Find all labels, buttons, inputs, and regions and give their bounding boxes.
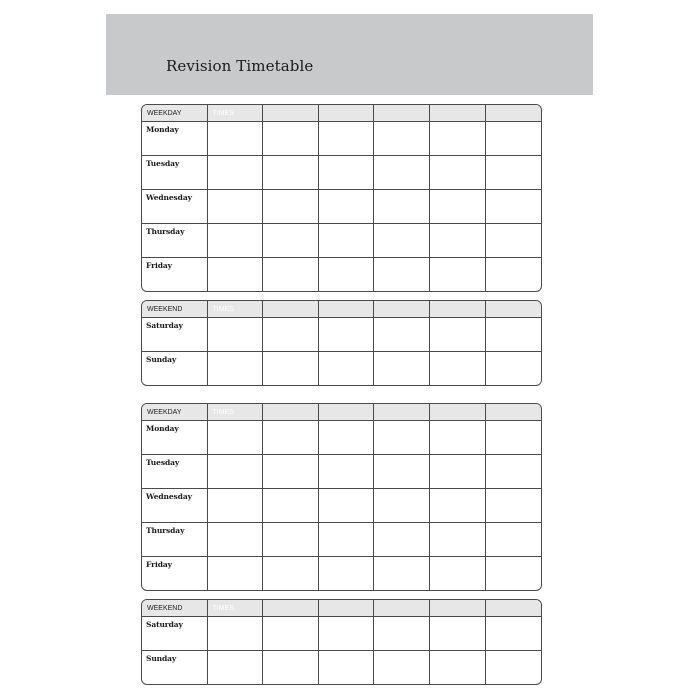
time-cell: [374, 617, 430, 651]
time-slot-header: [263, 105, 319, 122]
time-cell: [430, 190, 486, 224]
times-header: TIMES: [207, 600, 263, 617]
time-cell: [207, 651, 263, 685]
time-cell: [263, 489, 319, 523]
time-cell: [263, 617, 319, 651]
time-cell: [374, 318, 430, 352]
times-header: TIMES: [207, 301, 263, 318]
time-cell: [318, 489, 374, 523]
times-header: TIMES: [207, 105, 263, 122]
time-cell: [263, 318, 319, 352]
time-slot-header: [430, 105, 486, 122]
time-cell: [318, 455, 374, 489]
time-cell: [318, 352, 374, 386]
time-cell: [374, 651, 430, 685]
time-slot-header: [374, 301, 430, 318]
time-cell: [485, 318, 541, 352]
table-row: [142, 651, 541, 685]
time-slot-header: [485, 600, 541, 617]
time-cell: [430, 455, 486, 489]
day-label-sunday: Sunday: [142, 352, 207, 386]
time-cell: [374, 224, 430, 258]
time-cell: [318, 258, 374, 292]
time-cell: [263, 156, 319, 190]
weekday-header: WEEKDAY: [142, 105, 207, 122]
time-cell: [430, 617, 486, 651]
table-header-row: [142, 600, 541, 617]
time-cell: [318, 651, 374, 685]
time-cell: [485, 557, 541, 591]
time-slot-header: [485, 301, 541, 318]
time-cell: [207, 523, 263, 557]
time-cell: [485, 190, 541, 224]
time-cell: [318, 421, 374, 455]
table-row: [142, 190, 541, 224]
weekday-header: WEEKDAY: [142, 404, 207, 421]
time-cell: [430, 421, 486, 455]
times-header: TIMES: [207, 404, 263, 421]
table-row: [142, 318, 541, 352]
weekend-header: WEEKEND: [142, 301, 207, 318]
day-label-wednesday: Wednesday: [142, 190, 207, 224]
day-label-tuesday: Tuesday: [142, 156, 207, 190]
time-cell: [485, 523, 541, 557]
time-cell: [374, 489, 430, 523]
day-label-friday: Friday: [142, 557, 207, 591]
time-cell: [207, 421, 263, 455]
time-slot-header: [263, 600, 319, 617]
day-label-tuesday: Tuesday: [142, 455, 207, 489]
time-cell: [485, 651, 541, 685]
time-cell: [207, 352, 263, 386]
time-slot-header: [318, 600, 374, 617]
day-label-thursday: Thursday: [142, 523, 207, 557]
table-row: [142, 156, 541, 190]
time-cell: [318, 122, 374, 156]
time-slot-header: [318, 404, 374, 421]
time-cell: [207, 156, 263, 190]
time-slot-header: [485, 404, 541, 421]
time-cell: [207, 557, 263, 591]
time-cell: [207, 455, 263, 489]
time-cell: [430, 352, 486, 386]
day-label-wednesday: Wednesday: [142, 489, 207, 523]
time-cell: [207, 489, 263, 523]
time-cell: [374, 421, 430, 455]
time-cell: [207, 617, 263, 651]
day-label-saturday: Saturday: [142, 318, 207, 352]
time-cell: [430, 156, 486, 190]
table-row: [142, 352, 541, 386]
day-label-monday: Monday: [142, 122, 207, 156]
time-cell: [263, 455, 319, 489]
time-cell: [430, 651, 486, 685]
time-cell: [374, 258, 430, 292]
time-cell: [374, 523, 430, 557]
table-row: [142, 557, 541, 591]
table-row: [142, 258, 541, 292]
time-cell: [207, 318, 263, 352]
time-cell: [485, 455, 541, 489]
time-cell: [485, 617, 541, 651]
time-slot-header: [374, 105, 430, 122]
time-cell: [318, 523, 374, 557]
table-row: [142, 617, 541, 651]
table-row: [142, 489, 541, 523]
time-cell: [263, 122, 319, 156]
time-cell: [485, 489, 541, 523]
day-label-friday: Friday: [142, 258, 207, 292]
time-cell: [374, 557, 430, 591]
weekend-table-week-1: [141, 300, 542, 386]
time-cell: [430, 258, 486, 292]
time-cell: [318, 557, 374, 591]
time-cell: [374, 156, 430, 190]
title-banner: [106, 14, 593, 95]
time-cell: [485, 224, 541, 258]
time-slot-header: [318, 105, 374, 122]
time-cell: [374, 455, 430, 489]
table-row: [142, 455, 541, 489]
time-cell: [485, 421, 541, 455]
time-cell: [430, 489, 486, 523]
time-cell: [485, 352, 541, 386]
time-cell: [263, 258, 319, 292]
time-cell: [318, 224, 374, 258]
time-slot-header: [263, 404, 319, 421]
time-slot-header: [430, 404, 486, 421]
time-slot-header: [430, 600, 486, 617]
time-cell: [318, 318, 374, 352]
page-title: Revision Timetable: [166, 57, 314, 75]
time-cell: [485, 122, 541, 156]
time-cell: [263, 224, 319, 258]
weekend-table-week-2: [141, 599, 542, 685]
time-cell: [207, 258, 263, 292]
table-header-row: [142, 301, 541, 318]
time-cell: [430, 224, 486, 258]
time-cell: [318, 190, 374, 224]
time-slot-header: [430, 301, 486, 318]
time-cell: [263, 190, 319, 224]
time-cell: [430, 523, 486, 557]
table-row: [142, 523, 541, 557]
time-cell: [430, 318, 486, 352]
time-cell: [263, 557, 319, 591]
weekday-table-week-2: [141, 403, 542, 591]
time-cell: [263, 523, 319, 557]
time-cell: [207, 190, 263, 224]
time-cell: [430, 557, 486, 591]
time-cell: [485, 258, 541, 292]
day-label-saturday: Saturday: [142, 617, 207, 651]
time-cell: [430, 122, 486, 156]
time-cell: [263, 651, 319, 685]
time-cell: [207, 224, 263, 258]
time-cell: [374, 190, 430, 224]
table-header-row: [142, 404, 541, 421]
time-cell: [263, 352, 319, 386]
time-cell: [318, 617, 374, 651]
time-slot-header: [318, 301, 374, 318]
time-cell: [374, 352, 430, 386]
table-header-row: [142, 105, 541, 122]
time-slot-header: [374, 600, 430, 617]
time-cell: [485, 156, 541, 190]
table-row: [142, 421, 541, 455]
table-row: [142, 224, 541, 258]
time-slot-header: [263, 301, 319, 318]
day-label-sunday: Sunday: [142, 651, 207, 685]
table-row: [142, 122, 541, 156]
time-cell: [263, 421, 319, 455]
day-label-monday: Monday: [142, 421, 207, 455]
day-label-thursday: Thursday: [142, 224, 207, 258]
time-slot-header: [374, 404, 430, 421]
time-cell: [374, 122, 430, 156]
weekday-table-week-1: [141, 104, 542, 292]
time-cell: [207, 122, 263, 156]
time-slot-header: [485, 105, 541, 122]
weekend-header: WEEKEND: [142, 600, 207, 617]
time-cell: [318, 156, 374, 190]
